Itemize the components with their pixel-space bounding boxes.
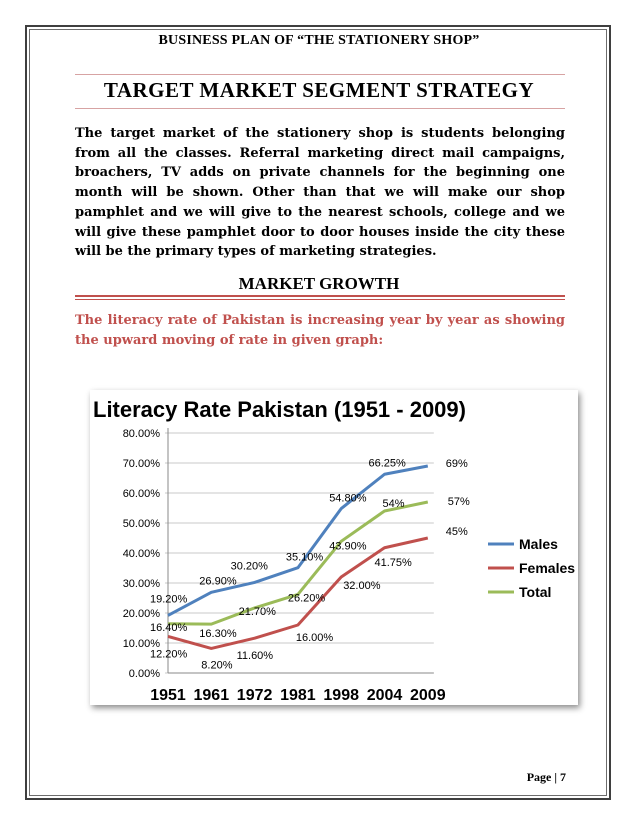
data-label: 26.90% bbox=[199, 575, 237, 588]
legend-label-males: Males bbox=[519, 536, 558, 552]
title-rule-top bbox=[75, 74, 565, 75]
x-tick-label: 1951 bbox=[150, 687, 186, 704]
y-tick-label: 70.00% bbox=[122, 458, 160, 470]
x-tick-label: 1998 bbox=[323, 687, 359, 704]
y-tick-label: 60.00% bbox=[122, 488, 160, 500]
x-tick-label: 1972 bbox=[236, 687, 273, 704]
chart-title: Literacy Rate Pakistan (1951 - 2009) bbox=[93, 397, 466, 422]
data-label: 16.40% bbox=[150, 621, 188, 634]
data-label: 45% bbox=[445, 526, 468, 538]
legend-label-total: Total bbox=[519, 584, 552, 600]
data-label: 32.00% bbox=[343, 580, 381, 592]
y-tick-label: 50.00% bbox=[122, 518, 160, 530]
data-label: 21.70% bbox=[238, 605, 276, 618]
data-label: 12.20% bbox=[150, 648, 188, 661]
y-tick-label: 20.00% bbox=[122, 608, 160, 620]
market-growth-paragraph: The literacy rate of Pakistan is increasing year by year as showing the upward moving of rate in given graph: bbox=[75, 313, 565, 348]
page-number: Page | 7 bbox=[526, 770, 566, 784]
y-tick-label: 10.00% bbox=[122, 638, 160, 650]
title-rule-bottom bbox=[75, 108, 565, 109]
data-label: 16.30% bbox=[199, 628, 237, 641]
x-tick-label: 1961 bbox=[193, 687, 230, 704]
data-label: 26.20% bbox=[287, 592, 326, 605]
data-label: 11.60% bbox=[236, 650, 274, 663]
section-title-target-market: TARGET MARKET SEGMENT STRATEGY bbox=[103, 78, 535, 102]
x-tick-label: 2009 bbox=[410, 687, 446, 704]
data-label: 43.90% bbox=[329, 540, 367, 553]
data-label: 54.80% bbox=[329, 492, 367, 505]
data-label: 54% bbox=[382, 498, 405, 510]
data-label: 16.00% bbox=[295, 632, 334, 644]
data-label: 30.20% bbox=[230, 560, 268, 573]
data-label: 66.25% bbox=[368, 457, 406, 470]
y-tick-label: 0.00% bbox=[128, 668, 160, 680]
y-tick-label: 80.00% bbox=[122, 428, 160, 440]
x-tick-label: 2004 bbox=[366, 687, 403, 704]
literacy-chart-svg bbox=[90, 390, 578, 705]
data-label: 8.20% bbox=[201, 659, 233, 672]
section-title-market-growth: MARKET GROWTH bbox=[238, 274, 400, 293]
document-header: BUSINESS PLAN OF “THE STATIONERY SHOP” bbox=[158, 33, 480, 48]
data-label: 57% bbox=[447, 496, 470, 508]
market-growth-rule bbox=[75, 295, 565, 300]
y-tick-label: 30.00% bbox=[122, 578, 160, 590]
y-tick-label: 40.00% bbox=[122, 548, 160, 560]
x-tick-label: 1981 bbox=[280, 687, 316, 704]
legend-label-females: Females bbox=[519, 560, 576, 576]
data-label: 41.75% bbox=[374, 556, 412, 569]
data-label: 69% bbox=[445, 458, 468, 470]
target-market-paragraph: The target market of the stationery shop is students belonging from all the classes. Referral marketing direct mail campaigns, broachers, TV adds on private channels for the beginning one month will be shown. Other than that we will make our shop pamphlet and we will give to the nearest schools, college and we will give these pamphlet door to door houses inside the city these will be the primary types of marketing strategies. bbox=[75, 126, 565, 260]
data-label: 19.20% bbox=[150, 593, 188, 606]
data-label: 35.10% bbox=[285, 551, 324, 564]
literacy-chart bbox=[90, 390, 578, 705]
